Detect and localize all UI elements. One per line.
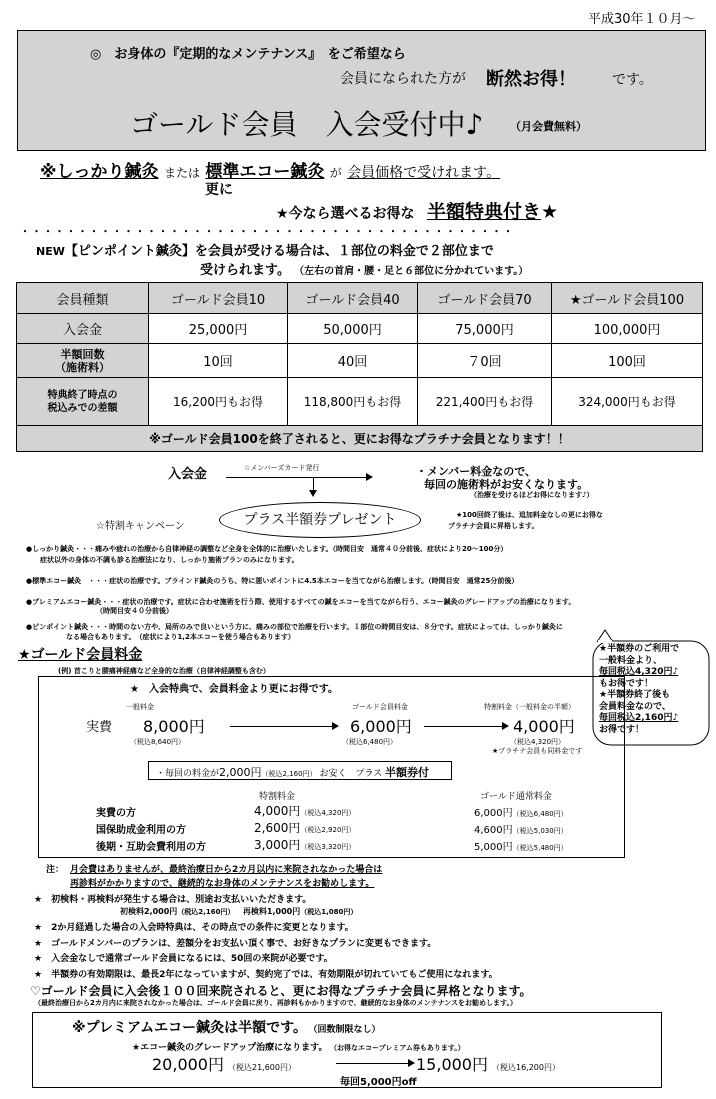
header-line2c: です。 xyxy=(612,72,653,88)
table-header-row xyxy=(17,283,703,314)
table-row xyxy=(17,314,703,344)
header-line2a: 会員になられた方が xyxy=(340,71,466,87)
premium-arrow-line xyxy=(336,1063,408,1064)
membership-table xyxy=(16,282,703,426)
table-header: ゴールド会員40 xyxy=(288,283,418,314)
arrow-line-1 xyxy=(230,726,332,727)
table-header: ★ゴールド会員100 xyxy=(552,283,703,314)
intro-line1: ※しっかり鍼灸 または 標準エコー鍼灸 が 会員価格で受けれます。 xyxy=(40,162,501,182)
tokuwari-header: 特割料金 xyxy=(259,792,296,802)
table-header: ゴールド会員10 xyxy=(149,283,288,314)
note-bullet: ★ 2か月経過した場合の入会時特典は、その時点での条件に変更となります。 xyxy=(34,923,354,933)
flow-down-line xyxy=(313,477,314,491)
table-cell: 16,200円もお得 xyxy=(149,378,288,426)
col-label-tokuwari: 特割料金（一般料金の半額） xyxy=(484,703,575,711)
flow-member-line2: 毎回の施術料がお安くなります。 xyxy=(424,478,589,491)
header-title-note: （月会費無料） xyxy=(510,120,587,133)
pinpoint-line2: 受けられます。 （左右の首肩・腰・足と６部位に分かれています。） xyxy=(200,263,529,278)
table-cell: 118,800円もお得 xyxy=(288,378,418,426)
premium-sub: ★エコー鍼灸のグレードアップ治療になります。 （お得なエコープレミアム券もあります。） xyxy=(132,1043,465,1053)
rate-gold: 5,000円（税込5,480円） xyxy=(474,842,568,853)
flow-campaign: ☆特割キャンペーン xyxy=(96,521,185,532)
table-cell: ７0回 xyxy=(418,344,552,378)
table-cell: 221,400円もお得 xyxy=(418,378,552,426)
arrow-head-1 xyxy=(332,722,339,730)
premium-arrow-head xyxy=(408,1059,415,1067)
header-line2b: 断然お得！ xyxy=(486,69,576,90)
rate-gold: 4,600円（税込5,030円） xyxy=(474,825,568,836)
table-cell: 324,000円もお得 xyxy=(552,378,703,426)
premium-from: 20,000円 （税込21,600円） xyxy=(152,1055,296,1074)
price-tokuwari-tax: （税込4,320円） xyxy=(510,738,566,746)
flow-member-line3: （治療を受けるほどお得になります♪） xyxy=(470,491,594,499)
saving-text: ・毎回の料金が2,000円（税込2,160円） お安く プラス 半額券付 xyxy=(156,766,430,779)
note-bullet: ★ 半額券の有効期限は、最長2年になっていますが、契約完了では、有効期限が切れていてもご使用になれます。 xyxy=(34,970,498,980)
col-label-general: 一般料金 xyxy=(126,703,154,711)
table-cell: 10回 xyxy=(149,344,288,378)
desc-line: （時間目安４０分前後） xyxy=(96,607,173,615)
price-gold: 6,000円 xyxy=(350,717,412,736)
table-cell: 50,000円 xyxy=(288,314,418,344)
flow-entry-fee: 入会金 xyxy=(168,467,208,482)
premium-title: ※プレミアムエコー鍼灸は半額です。 （回数制限なし） xyxy=(72,1020,381,1036)
price-gold-tax: （税込6,480円） xyxy=(342,738,398,746)
coupon-ellipse: プラス半額券プレゼント xyxy=(219,502,421,538)
arrow-head-2 xyxy=(502,722,509,730)
table-row xyxy=(17,344,703,378)
note-bullet: ★ 初検料・再検料が発生する場合は、別途お支払いいただきます。 xyxy=(34,895,312,905)
row-label: 特典終了時点の 税込みでの差額 xyxy=(17,378,149,426)
rate-tokuwari: 3,000円（税込3,320円） xyxy=(254,838,356,852)
date-label: 平成30年１０月～ xyxy=(588,12,696,27)
desc-line: 症状以外の身体の不調も診る治療法になり、しっかり施術プランのみになります。 xyxy=(26,556,299,564)
flow-arrow-head xyxy=(366,473,373,481)
desc-line: ●ピンポイント鍼灸・・・時間のない方や、局所のみで良いという方に、痛みの部位で治療を行います。１部位の時間目安は、８分です。症状によっては、しっかり鍼灸に xyxy=(26,623,563,631)
flow-platinum-line2: プラチナ会員に昇格します。 xyxy=(448,522,539,530)
gold-example: (例) 首こりと腰痛神経痛など全身的な治療（自律神経調整も含む） xyxy=(58,667,270,675)
table-note: ※ゴールド会員100を終了されると、更にお得なプラチナ会員となります！！ xyxy=(16,426,703,452)
note-bullet-sub: 初検料2,000円（税込2,160円） 再検料1,000円（税込1,080円） xyxy=(120,907,358,916)
table-header: 会員種類 xyxy=(17,283,149,314)
intro-line3: ★今なら選べるお得な 半額特典付き★ xyxy=(276,201,559,223)
table-cell: 40回 xyxy=(288,344,418,378)
row-label: 入会金 xyxy=(17,314,149,344)
dotted-divider: ・・・・・・・・・・・・・・・・・・・・・・・・・・・・・・・・・・・・・・・・・・・ xyxy=(20,227,515,238)
note-line1: 月会費はありませんが、最終治療日から2カ月以内に来院されなかった場合は xyxy=(70,865,383,875)
platinum-subnote: （最終治療日から2カ月内に来院されなかった場合は、ゴールド会員に戻り、再診料もかかりますので、継続的なお身体のメンテナンスをお勧めします。） xyxy=(34,999,517,1007)
note-bullet: ★ 入会金なしで通常ゴールド会員になるには、50回の来院が必要です。 xyxy=(34,954,333,964)
price-tokuwari: 4,000円 xyxy=(513,717,575,736)
premium-to: 15,000円 （税込16,200円） xyxy=(416,1055,560,1074)
rate-label: 実費の方 xyxy=(96,808,136,819)
header-line1: ◎ お身体の『定期的なメンテナンス』 をご希望なら xyxy=(90,47,406,62)
table-cell: 100,000円 xyxy=(552,314,703,344)
pinpoint-line1: NEW【ピンポイント鍼灸】を会員が受ける場合は、１部位の料金で２部位まで xyxy=(36,244,494,259)
arrow-line-2 xyxy=(424,726,502,727)
rate-label: 国保助成金利用の方 xyxy=(96,825,186,836)
gold-bonus: ★ 入会特典で、会員料金より更にお得です。 xyxy=(130,684,338,695)
table-cell: 100回 xyxy=(552,344,703,378)
row-label: 半額回数 （施術料） xyxy=(17,344,149,378)
rate-gold: 6,000円（税込6,480円） xyxy=(474,808,568,819)
table-cell: 75,000円 xyxy=(418,314,552,344)
price-general-tax: （税込8,640円） xyxy=(130,738,186,746)
desc-line: ●標準エコー鍼灸 ・・・症状の治療です。ブラインド鍼灸のうち、特に悪いポイントに4.5本エコーを当てながら治療します。（時間目安 通常25分前後） xyxy=(26,577,519,585)
gold-normal-header: ゴールド通常料金 xyxy=(480,792,552,802)
flow-card-issue: ☆メンバーズカード発行 xyxy=(244,464,320,472)
actual-label: 実費 xyxy=(86,720,113,735)
note-bullet: ★ ゴールドメンバーのプランは、差額分をお支払い頂く事で、お好きなプランに変更もできます。 xyxy=(34,939,437,949)
flow-member-line1: ・メンバー料金なので、 xyxy=(416,465,537,478)
flow-platinum-line1: ★100回終了後は、追加料金なしの更にお得な xyxy=(456,511,603,519)
header-title: ゴールド会員 入会受付中♪ xyxy=(130,108,484,141)
note-line2: 再診料がかかりますので、継続的なお身体のメンテナンスをお勧めします。 xyxy=(70,879,375,889)
desc-line: ●プレミアムエコー鍼灸・・・症状の治療です。症状に合わせ施術を行う際、使用するすべての鍼をエコーを当てながら行う、エコー鍼灸のグレードアップの治療になります。 xyxy=(26,598,576,606)
note-label: 注： xyxy=(46,865,65,875)
callout-text: ★半額券のご利用で 一般料金より、 毎回税込4,320円♪ もお得です！ ★半額券終了後も 会員料金なので、 毎回税込2,160円♪ お得です！ xyxy=(599,644,680,735)
table-cell: 25,000円 xyxy=(149,314,288,344)
flow-arrow-line xyxy=(226,477,366,478)
price-general: 8,000円 xyxy=(143,717,205,736)
desc-line: ●しっかり鍼灸・・・痛みや疲れの治療から自律神経の調整など全身を全体的に治療いたします。（時間目安 通常４０分前後、症状により20～100分） xyxy=(26,545,508,553)
rate-tokuwari: 2,600円（税込2,920円） xyxy=(254,821,356,835)
platinum-note: ♡ゴールド会員に入会後１００回来院されると、更にお得なプラチナ会員に昇格となります。 xyxy=(30,984,532,998)
intro-line2: 更に xyxy=(205,182,233,198)
table-header: ゴールド会員70 xyxy=(418,283,552,314)
rate-tokuwari: 4,000円（税込4,320円） xyxy=(254,804,356,818)
rate-label: 後期・互助会費利用の方 xyxy=(96,842,206,853)
premium-off: 毎回5,000円off xyxy=(340,1077,417,1088)
platinum-same-price: ★プラチナ会員も同料金です xyxy=(492,747,583,755)
col-label-gold: ゴールド会員料金 xyxy=(352,703,408,711)
table-row xyxy=(17,378,703,426)
header-banner xyxy=(17,30,706,151)
desc-line: なる場合もあります。 （症状により1,2本エコーを使う場合もあります） xyxy=(66,633,295,641)
flow-down-arrow xyxy=(309,490,317,497)
gold-heading: ★ゴールド会員料金 xyxy=(18,647,143,663)
